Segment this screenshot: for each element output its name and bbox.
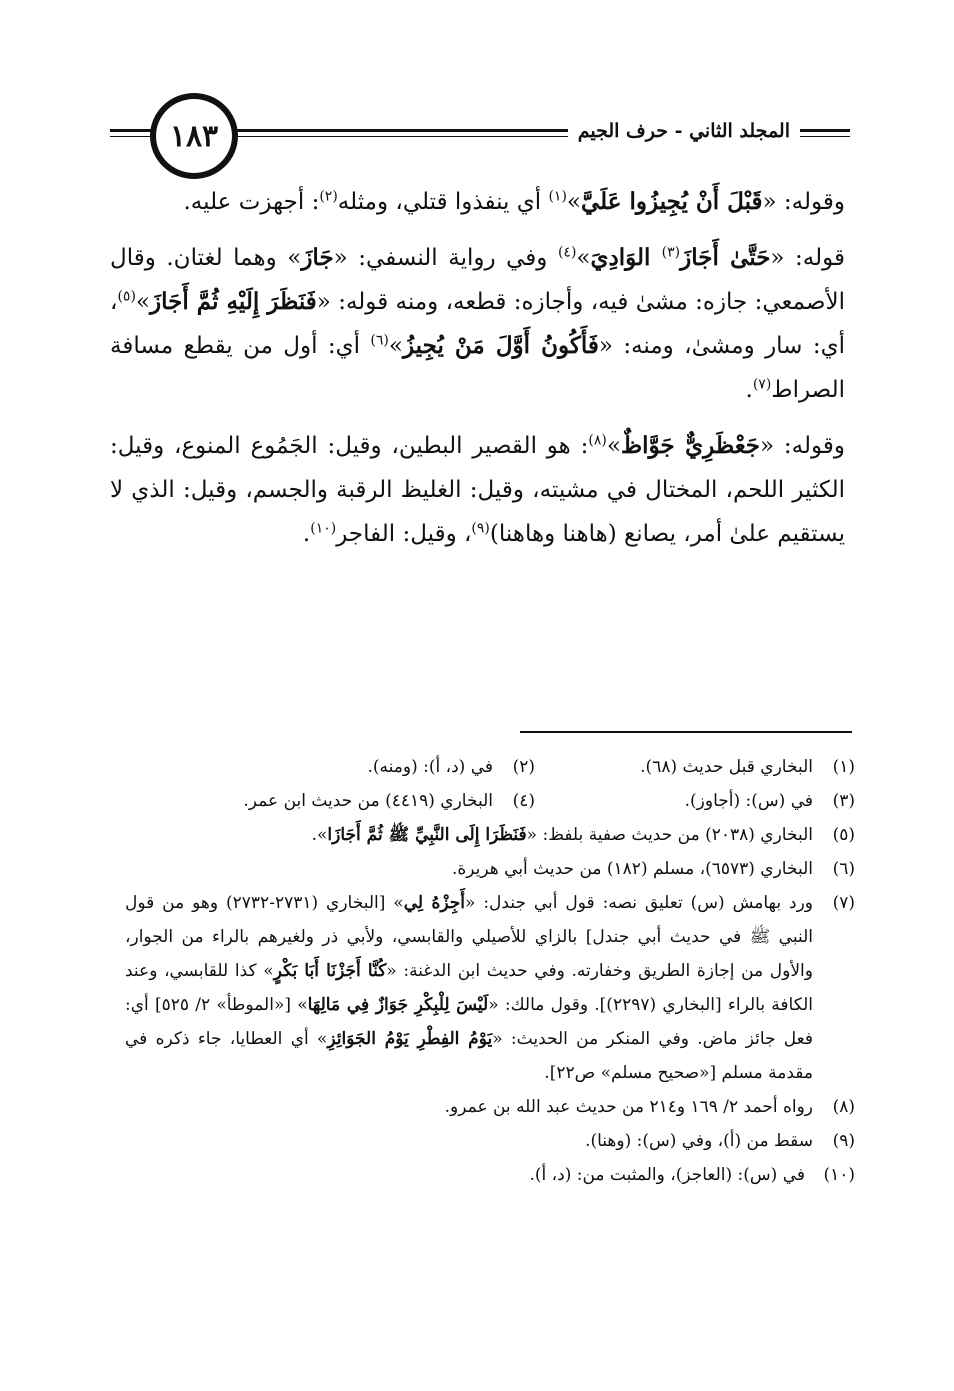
footnote-row — [125, 784, 855, 818]
footnote-number: (٢) — [512, 757, 535, 777]
text: ». — [311, 825, 328, 845]
footnote-ref: (١٠) — [310, 520, 337, 537]
text: » — [606, 433, 621, 459]
footnote-9 — [125, 1124, 855, 1158]
footnote-ref: (٢) — [319, 188, 338, 205]
text: البخاري (٢٠٣٨) من حديث صفية بلفظ: « — [526, 825, 813, 845]
text: . — [302, 521, 311, 547]
page-header — [110, 93, 850, 181]
footnote-1 — [535, 750, 855, 784]
hadith-quote: جَازَ — [301, 244, 334, 271]
footnote-6 — [125, 852, 855, 886]
footnote-ref: (٨) — [588, 432, 607, 449]
footnote-row — [125, 750, 855, 784]
footnote-text: البخاري (٦٥٧٣)، مسلم (١٨٢) من حديث أبي هريرة. — [451, 859, 813, 879]
footnote-2 — [215, 750, 535, 784]
text: » — [135, 289, 150, 315]
footnote-number: (٩) — [832, 1131, 855, 1151]
paragraph-1 — [110, 180, 845, 224]
hadith-quote: حَتَّىٰ أَجَازَ — [680, 244, 771, 271]
text: » كذا للقابسي، وعند الكافة بالراء [البخاري (٢٢٩٧)]. وقول مالك: « — [125, 961, 813, 1015]
text: ، وقيل: الفاجر — [336, 521, 472, 547]
hadith-quote: كُنَّا أَجَزْنَا أَبَا بَكْرٍ — [273, 961, 387, 981]
footnote-ref: (٤) — [557, 244, 577, 261]
footnote-number: (٥) — [832, 825, 855, 845]
footnote-ref: (٣) — [661, 244, 681, 261]
text: . — [745, 377, 753, 403]
footnote-text: في (س): (أجاوز). — [684, 791, 813, 811]
paragraph-2 — [110, 236, 845, 412]
footnote-5 — [125, 818, 855, 852]
hadith-quote: فَنَظَرَ إِلَيْهِ ثُمَّ أَجَازَ — [149, 288, 317, 315]
text: » — [576, 245, 591, 271]
text: ، أي: سار ومشىٰ، ومنه: « — [110, 289, 845, 359]
footnote-ref: (٥) — [117, 288, 136, 305]
text: قوله: « — [770, 245, 846, 271]
hadith-quote: قَبْلَ أَنْ يُجِيزُوا عَلَيَّ — [580, 188, 763, 215]
footnote-text: في (س): (العاجز)، والمثبت من: (د، أ). — [529, 1165, 805, 1185]
footnote-ref: (٩) — [471, 520, 490, 537]
footnote-text: البخاري (٤٤١٩) من حديث ابن عمر. — [243, 791, 493, 811]
footnote-number: (٤) — [512, 791, 535, 811]
footnote-number: (٣) — [832, 791, 855, 811]
footnote-text: سقط من (أ)، وفي (س): (وهنا). — [585, 1131, 813, 1151]
text: » [البخاري (٢٧٣١-٢٧٣٢) وهو من قول النبي ﷺ في حديث أبي جندل] بالزاي للأصيلي والقابسي، ولأبي ذر ولغيرهم بالراء من الجوار، والأول من إجازة الطريق وخفارته. وفي حديث ابن الدغنة: « — [125, 893, 813, 981]
footnote-ref: (٦) — [370, 332, 389, 349]
hadith-quote: فَنَظَرَا إِلَى النَّبِيِّ ﷺ ثُمَّ أَجَازَا — [327, 825, 527, 845]
text: » أي العطايا، جاء ذكره في مقدمة مسلم [«صحيح مسلم» ص٢٢]. — [125, 1029, 813, 1083]
page-number: ١٨٣ — [150, 93, 238, 179]
footnote-text: في (د، أ): (ومنه). — [367, 757, 493, 777]
footnote-10 — [125, 1158, 855, 1192]
footnote-text: البخاري قبل حديث (٦٨). — [640, 757, 813, 777]
paragraph-3 — [110, 424, 845, 556]
footnote-7 — [125, 886, 855, 1090]
footnote-number: (٧) — [832, 893, 855, 913]
footnote-number: (١٠) — [823, 1165, 855, 1185]
text: : أجهزت عليه. — [183, 189, 320, 215]
main-text — [110, 180, 845, 568]
footnotes — [125, 750, 855, 1192]
hadith-quote: جَعْظَرِيٌّ جَوَّاظٌ — [620, 432, 761, 459]
hadith-quote: أَجِزْهُ لِي — [403, 893, 465, 913]
footnote-separator — [520, 731, 852, 733]
text: » وهما لغتان. وقال الأصمعي: جازه: مشىٰ فيه، وأجازه: قطعه، ومنه قوله: « — [110, 245, 845, 315]
text: : هو القصير البطين، وقيل: الجَمُوع المنوع، وقيل: الكثير اللحم، المختال في مشيته، وقيل: الغليظ الرقبة والجسم، وقيل: الذي لا يستقيم علىٰ أمر، يصانع (هاهنا وهاهنا) — [110, 433, 845, 547]
text: » — [566, 189, 581, 215]
footnote-ref: (٧) — [752, 376, 772, 393]
text: أي: أول من يقطع مسافة الصراط — [110, 333, 845, 403]
footnote-8 — [125, 1090, 855, 1124]
text: أي ينفذوا قتلي، ومثله — [337, 189, 549, 215]
hadith-quote: الوَادِيَ — [590, 244, 662, 271]
footnote-3 — [535, 784, 855, 818]
footnote-number: (٨) — [832, 1097, 855, 1117]
footnote-number: (١) — [832, 757, 855, 777]
footnote-ref: (١) — [548, 188, 567, 205]
hadith-quote: فَأَكُونُ أَوَّلَ مَنْ يُجِيزُ — [402, 332, 599, 359]
text: وفي رواية النسفي: « — [333, 245, 558, 271]
text: » [«الموطأ» ٢/ ٥٢٥] أي: فعل جائز ماض. وفي المنكر من الحديث: « — [125, 995, 814, 1049]
text: » — [388, 333, 403, 359]
running-title: المجلد الثاني - حرف الجيم — [568, 120, 800, 142]
hadith-quote: يَوْمُ الفِطْرِ يَوْمُ الجَوَائِزِ — [327, 1029, 493, 1049]
footnote-text — [125, 818, 813, 852]
footnote-number: (٦) — [832, 859, 855, 879]
text: ورد بهامش (س) تعليق نصه: قول أبي جندل: « — [465, 893, 813, 913]
text: وقوله: « — [760, 433, 845, 459]
text: وقوله: « — [762, 189, 845, 215]
hadith-quote: لَيْسَ لِلْبِكْرِ جَوَازٌ فِي مَالِهَا — [307, 995, 489, 1015]
footnote-4 — [135, 784, 535, 818]
footnote-text: رواه أحمد ٢/ ١٦٩ و٢١٤ من حديث عبد الله بن عمرو. — [444, 1097, 813, 1117]
footnote-text — [125, 886, 813, 1090]
